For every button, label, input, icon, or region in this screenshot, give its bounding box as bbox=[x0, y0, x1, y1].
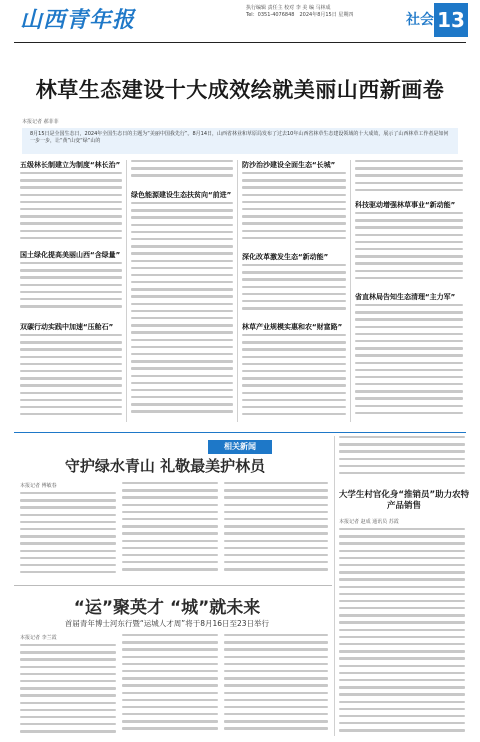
lead-headline: 林草生态建设十大成效绘就美丽山西新画卷 bbox=[35, 78, 445, 102]
subhead: 绿色能源建设生态扶贫向“前进” bbox=[131, 191, 232, 199]
side-byline: 本报记者 赵成 通讯员 苏霞 bbox=[339, 519, 399, 525]
text-column bbox=[20, 262, 122, 312]
column-divider bbox=[237, 160, 238, 422]
text-column bbox=[339, 528, 465, 738]
text-column bbox=[20, 334, 122, 424]
bottom-byline: 本报记者 李兰霞 bbox=[20, 635, 57, 641]
text-column bbox=[122, 482, 218, 580]
lead-paragraph-box bbox=[22, 128, 458, 154]
subhead: 深化改革激发生态“新动能” bbox=[242, 253, 329, 261]
subhead: 林草产业规模实惠和农“财富路” bbox=[242, 323, 343, 331]
text-column bbox=[355, 304, 463, 422]
section-rule bbox=[14, 432, 466, 433]
text-column bbox=[20, 492, 116, 580]
text-column bbox=[355, 212, 463, 288]
page-number: 13 bbox=[434, 3, 468, 37]
text-column bbox=[339, 436, 465, 484]
subhead: 双碳行动实践中加速“压舱石” bbox=[20, 323, 114, 331]
newspaper-logo: 山西青年报 bbox=[20, 7, 136, 33]
text-column bbox=[224, 634, 328, 738]
header-rule bbox=[14, 42, 466, 43]
subhead: 防沙治沙建设全面生态“长城” bbox=[242, 161, 336, 169]
subhead: 科技驱动增强林草事业“新动能” bbox=[355, 201, 456, 209]
feature-byline: 本报记者 傅敏春 bbox=[20, 483, 57, 489]
header-info bbox=[246, 5, 396, 19]
related-news-tag: 相关新闻 bbox=[208, 440, 272, 454]
header-contact-date: Tel：0351-4076848 2024年8月15日 星期四 bbox=[246, 12, 354, 18]
text-column bbox=[20, 172, 122, 248]
lead-paragraph: 8月15日是全国生态日，2024年全国生态日的主题为“美丽中国我先行”。8月14日，山西省林业和草原局发布了过去10年山西省林草生态建设领域的十大成效，展示了山西林草工作者是如何一步一步，让“黄”山变“绿”山的 bbox=[30, 131, 449, 144]
bottom-deck: 首届青年博士河东行暨“运城人才周”将于8月16日至23日举行 bbox=[64, 619, 270, 628]
text-column bbox=[242, 334, 346, 422]
column-divider bbox=[126, 160, 127, 422]
text-column bbox=[355, 160, 463, 200]
text-column bbox=[20, 644, 116, 738]
column-divider bbox=[350, 160, 351, 422]
masthead bbox=[14, 3, 466, 43]
text-column bbox=[224, 482, 328, 580]
feature-headline: 守护绿水青山 礼敬最美护林员 bbox=[64, 457, 266, 475]
bottom-headline: “运”聚英才 “城”就未来 bbox=[73, 598, 261, 618]
subhead: 省直林局告知生态清理“主力军” bbox=[355, 293, 456, 301]
text-column bbox=[131, 160, 233, 186]
text-column bbox=[242, 264, 346, 318]
section-name: 社会 bbox=[406, 12, 434, 28]
subhead: 五级林长制建立为制度“林长治” bbox=[20, 161, 121, 169]
text-column bbox=[122, 634, 218, 738]
lead-byline: 本报记者 郝菲菲 bbox=[22, 119, 59, 125]
text-column bbox=[242, 172, 346, 248]
story-divider bbox=[14, 585, 332, 586]
side-headline: 大学生村官化身“推销员”助力农特产品销售 bbox=[338, 490, 470, 511]
text-column bbox=[131, 202, 233, 422]
column-divider bbox=[334, 436, 335, 736]
header-editors: 执行编辑 责任主 校对 李 美 编 马林成 bbox=[246, 5, 331, 11]
subhead: 国土绿化提高美丽山西“含绿量” bbox=[20, 251, 121, 259]
